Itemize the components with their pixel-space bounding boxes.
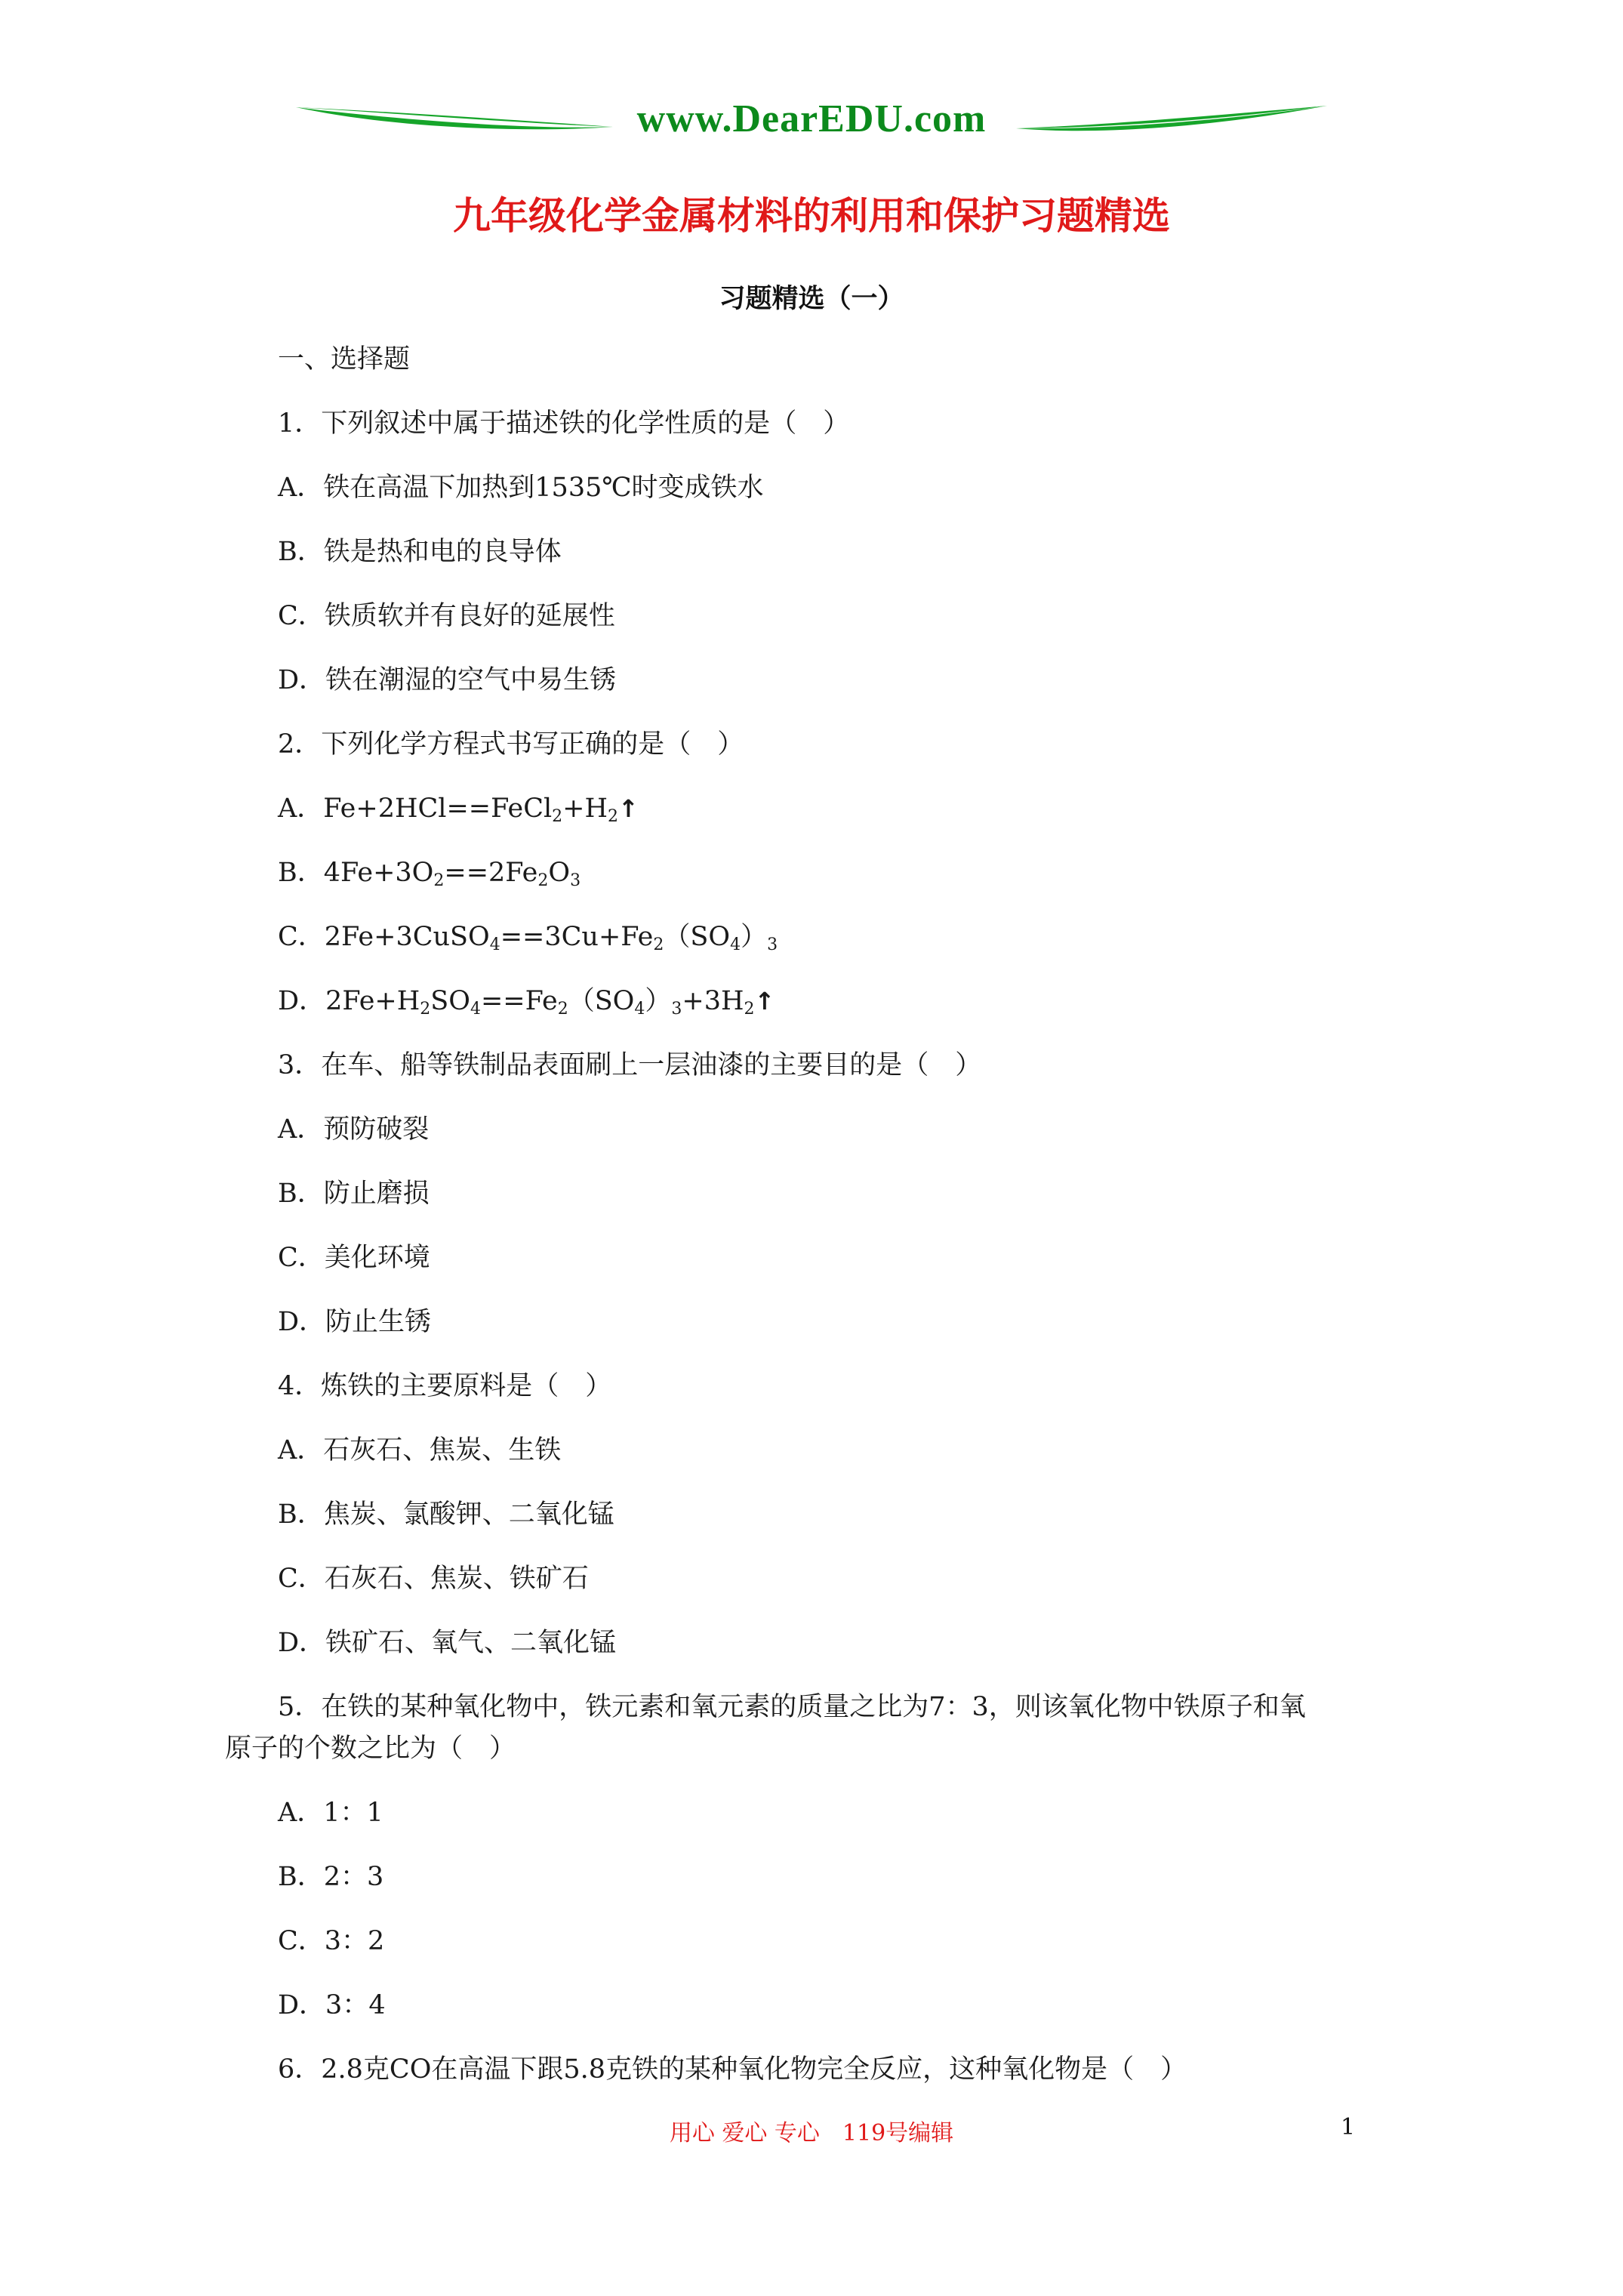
page-subtitle: 习题精选（一）	[719, 283, 904, 314]
option: C．石灰石、焦炭、铁矿石	[278, 1564, 589, 1594]
option: A．铁在高温下加热到1535℃时变成铁水	[278, 473, 764, 503]
option-formula-b: B．$4Fe+3O_2==2Fe_2O_3$	[278, 858, 581, 890]
page-title: 九年级化学金属材料的利用和保护习题精选	[453, 193, 1170, 238]
option: C．铁质软并有良好的延展性	[278, 601, 615, 631]
up-arrow-icon: ↑	[618, 794, 639, 823]
option: B．防止磨损	[278, 1179, 430, 1209]
section-heading: 一、选择题	[278, 344, 411, 374]
option: C．3：2	[278, 1926, 385, 1956]
footer-text: 用心 爱心 专心 119号编辑	[669, 2120, 954, 2147]
option-formula-c: C．$2Fe+3CuSO_4==3Cu+Fe_2(SO_4)_3$	[278, 922, 778, 954]
question-stem: 3．在车、船等铁制品表面刷上一层油漆的主要目的是（ ）	[278, 1050, 982, 1080]
option: D．铁在潮湿的空气中易生锈	[278, 665, 617, 695]
question-stem: 2．下列化学方程式书写正确的是（ ）	[278, 729, 744, 760]
option: C．美化环境	[278, 1243, 430, 1273]
header-banner	[0, 0, 1623, 151]
question-stem-continued: 原子的个数之比为（ ）	[225, 1734, 516, 1764]
option-formula-d: D．$2Fe+H_2SO_4==Fe_2(SO_4)_3+3H_2↑$	[278, 986, 775, 1019]
option: B．铁是热和电的良导体	[278, 537, 562, 567]
option: D．防止生锈	[278, 1307, 432, 1337]
option: D．铁矿石、氧气、二氧化锰	[278, 1628, 617, 1658]
option: B．2：3	[278, 1862, 384, 1892]
site-logo: www.DearEDU.com	[636, 97, 987, 140]
option: D．3：4	[278, 1990, 386, 2020]
option: A．石灰石、焦炭、生铁	[278, 1435, 562, 1465]
up-arrow-icon: ↑	[754, 987, 775, 1015]
option: B．焦炭、氯酸钾、二氧化锰	[278, 1499, 614, 1530]
question-stem: 1．下列叙述中属于描述铁的化学性质的是（ ）	[278, 408, 850, 439]
question-stem: 4．炼铁的主要原料是（ ）	[278, 1371, 612, 1401]
question-stem: 6．2.8克CO在高温下跟5.8克铁的某种氧化物完全反应，这种氧化物是（ ）	[278, 2054, 1187, 2085]
page-number: 1	[1341, 2114, 1356, 2140]
option: A．1：1	[278, 1798, 383, 1828]
option: A．预防破裂	[278, 1114, 430, 1145]
question-stem: 5．在铁的某种氧化物中，铁元素和氧元素的质量之比为7：3，则该氧化物中铁原子和氧	[278, 1692, 1306, 1722]
option-formula-a: A．$Fe+2HCl==FeCl_2+H_2↑$	[278, 794, 639, 826]
